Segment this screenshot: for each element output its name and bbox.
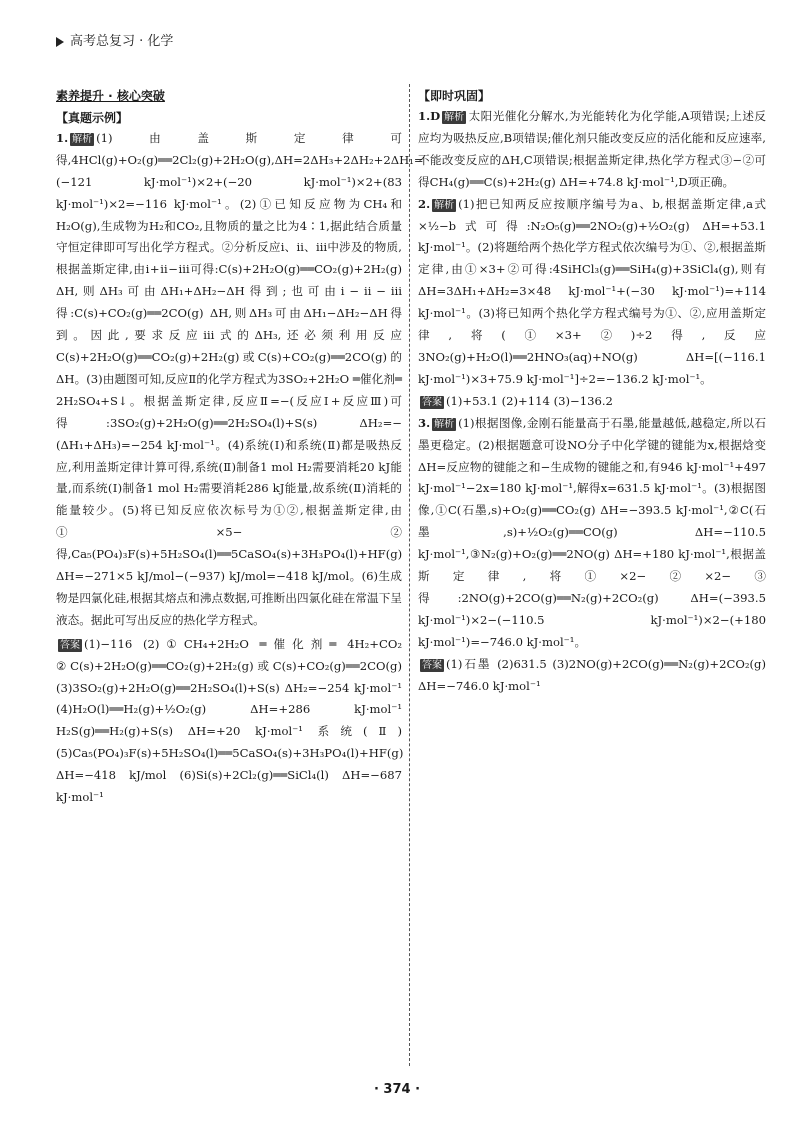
- analysis-tag: 解析: [434, 199, 455, 211]
- answer-tag: 答案: [60, 639, 80, 651]
- example-answer-text: (1)−116 (2)①CH₄+2H₂O ═催化剂═ 4H₂+CO₂ ②C(s)+2H₂O(g)══CO₂(g)+2H₂(g)或C(s)+CO₂(g)══2CO(g) (3)3SO₂(g)+2H₂O(g)══2H₂SO₄(l)+S(s) ΔH₂=−254 kJ·mol⁻¹ (4)H₂O(l)══H₂(g)+½O₂(g) ΔH=+286 kJ·mol⁻¹ H₂S(g)══H₂(g)+S(s) ΔH=+20 kJ·mol⁻¹ 系统(Ⅱ) (5)Ca₅(PO₄)₃F(s)+5H₂SO₄(l)══5CaSO₄(s)+3H₃PO₄(l)+HF(g) ΔH=−418 kJ/mol (6)Si(s)+2Cl₂(g)══SiCl₄(l) ΔH=−687 kJ·mol⁻¹: [56, 636, 404, 805]
- right-column: [418, 86, 766, 697]
- analysis-tag: 解析: [444, 112, 465, 123]
- sub-title-practice: 【即时巩固】: [418, 89, 491, 103]
- sub-title-examples: 【真题示例】: [56, 110, 129, 125]
- left-column: [56, 86, 424, 809]
- page-number: · 374 ·: [373, 1082, 421, 1097]
- item-answer-text: (1)+53.1 (2)+114 (3)−136.2: [446, 393, 613, 408]
- item-text: 太阳光催化分解水,为光能转化为化学能,A项错误;上述反应均为吸热反应,B项错误;催化剂只能改变反应的活化能和反应速率,不能改变反应的ΔH,C项错误;根据盖斯定律,热化学方程式③−②可得CH₄(g)══C(s)+2H₂(g) ΔH=+74.8 kJ·mol⁻¹,D项正确。: [418, 109, 766, 189]
- practice-item-3: [418, 413, 766, 654]
- running-header: [56, 30, 173, 49]
- item-number: 1.: [56, 130, 69, 145]
- section-title: 素养提升 · 核心突破: [56, 89, 165, 103]
- practice-item-3-answer: [418, 654, 766, 698]
- analysis-tag: 解析: [72, 133, 93, 145]
- example-explanation: [56, 128, 424, 632]
- practice-item-1: [418, 106, 766, 194]
- item-answer-text: (1)石墨 (2)631.5 (3)2NO(g)+2CO(g)══N₂(g)+2CO₂(g) ΔH=−746.0 kJ·mol⁻¹: [418, 656, 766, 693]
- triangle-marker-icon: [56, 37, 64, 47]
- item-text: (1)根据图像,金刚石能量高于石墨,能量越低,越稳定,所以石墨更稳定。(2)根据题意可设NO分子中化学键的键能为x,根据焓变ΔH=反应物的键能之和−生成物的键能之和,有946 kJ·mol⁻¹+497 kJ·mol⁻¹−2x=180 kJ·mol⁻¹,解得x=631.5 kJ·mol⁻¹。(3)根据图像,①C(石墨,s)+O₂(g)══CO₂(g) ΔH=−393.5 kJ·mol⁻¹,②C(石墨,s)+½O₂(g)══CO(g) ΔH=−110.5 kJ·mol⁻¹,③N₂(g)+O₂(g)══2NO(g) ΔH=+180 kJ·mol⁻¹,根据盖斯定律,将①×2−②×2−③得:2NO(g)+2CO(g)══N₂(g)+2CO₂(g) ΔH=(−393.5 kJ·mol⁻¹)×2−(−110.5 kJ·mol⁻¹)×2−(+180 kJ·mol⁻¹)=−746.0 kJ·mol⁻¹。: [418, 415, 766, 649]
- analysis-tag: 解析: [434, 418, 455, 430]
- item-choice: D: [430, 109, 441, 123]
- answer-tag: 答案: [422, 659, 442, 671]
- practice-item-2: [418, 194, 766, 391]
- practice-item-2-answer: [418, 391, 766, 413]
- example-text: (1)由盖斯定律可得,4HCl(g)+O₂(g)══2Cl₂(g)+2H₂O(g),ΔH=2ΔH₃+2ΔH₂+2ΔH₁=(−121 kJ·mol⁻¹)×2+(−20 kJ·mol⁻¹)×2+(83 kJ·mol⁻¹)×2=−116 kJ·mol⁻¹。(2)①已知反应物为CH₄和H₂O(g),生成物为H₂和CO₂,且物质的量之比为4∶1,据此结合质量守恒定律即可写出化学方程式。②分析反应ⅰ、ⅱ、ⅲ中涉及的物质,根据盖斯定律,由ⅰ+ⅱ−ⅲ可得:C(s)+2H₂O(g)══CO₂(g)+2H₂(g) ΔH,则ΔH₃可由ΔH₁+ΔH₂−ΔH得到;也可由ⅰ−ⅱ−ⅲ得:C(s)+CO₂(g)══2CO(g) ΔH,则ΔH₃可由ΔH₁−ΔH₂−ΔH得到。因此,要求反应ⅲ式的ΔH₃,还必须利用反应C(s)+2H₂O(g)══CO₂(g)+2H₂(g)或C(s)+CO₂(g)══2CO(g)的ΔH。(3)由题图可知,反应Ⅱ的化学方程式为3SO₂+2H₂O ═催化剂═ 2H₂SO₄+S↓。根据盖斯定律,反应Ⅱ=−(反应Ⅰ+反应Ⅲ)可得:3SO₂(g)+2H₂O(g)══2H₂SO₄(l)+S(s) ΔH₂=−(ΔH₁+ΔH₃)=−254 kJ·mol⁻¹。(4)系统(Ⅰ)和系统(Ⅱ)都是吸热反应,利用盖斯定律计算可得,系统(Ⅱ)制备1 mol H₂需要消耗20 kJ能量,而系统(Ⅰ)制备1 mol H₂需要消耗286 kJ能量,故系统(Ⅱ)消耗的能量较少。(5)将已知反应依次标号为①②,根据盖斯定律,由①×5−②得,Ca₅(PO₄)₃F(s)+5H₂SO₄(l)══5CaSO₄(s)+3H₃PO₄(l)+HF(g) ΔH=−271×5 kJ/mol−(−937) kJ/mol=−418 kJ/mol。(6)生成物是四氯化硅,根据其熔点和沸点数据,可推断出四氯化硅在常温下呈液态。据此可写出反应的热化学方程式。: [56, 130, 424, 627]
- item-number: 3.: [418, 415, 431, 430]
- item-number: 1.: [418, 109, 431, 123]
- item-text: (1)把已知两反应按顺序编号为a、b,根据盖斯定律,a式×½−b式可得:N₂O₅(g)══2NO₂(g)+½O₂(g) ΔH=+53.1 kJ·mol⁻¹。(2)将题给两个热化学方程式依次编号为①、②,根据盖斯定律,由①×3+②可得:4SiHCl₃(g)══SiH₄(g)+3SiCl₄(g),则有ΔH=3ΔH₁+ΔH₂=3×48 kJ·mol⁻¹+(−30 kJ·mol⁻¹)=+114 kJ·mol⁻¹。(3)将已知两个热化学方程式编号为①、②,应用盖斯定律,将(①×3+②)÷2得,反应3NO₂(g)+H₂O(l)══2HNO₃(aq)+NO(g) ΔH=[(−116.1 kJ·mol⁻¹)×3+75.9 kJ·mol⁻¹]÷2=−136.2 kJ·mol⁻¹。: [418, 196, 766, 386]
- column-divider: [409, 84, 410, 1066]
- example-answer: [56, 634, 402, 809]
- header-title: 高考总复习 · 化学: [70, 34, 174, 49]
- item-number: 2.: [418, 196, 431, 211]
- answer-tag: 答案: [422, 396, 442, 408]
